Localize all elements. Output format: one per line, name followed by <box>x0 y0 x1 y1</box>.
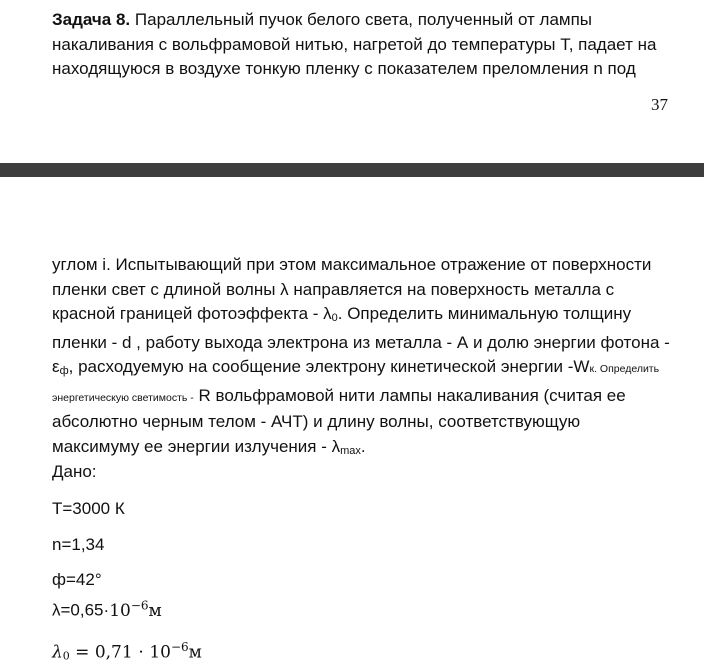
task-line: углом i. Испытывающий при этом максимальное отражение от поверхности <box>52 255 652 274</box>
given-temperature: T=3000 К <box>52 499 125 518</box>
task-line: εф, расходуемую на сообщение электрону кинетической энергии -Wк. Определить <box>52 357 660 377</box>
page-break-bar <box>0 163 704 177</box>
task-line: пленки свет с длиной волны λ направляется на поверхность металла с <box>52 279 615 299</box>
given-red-boundary: $\lambda 0 = 0,71 \cdot 10^{-6}м$ <box>52 640 202 663</box>
task-line: абсолютно черным телом - АЧТ) и длину волны, соответствующую <box>52 412 581 431</box>
task-line: красной границей фотоэффекта - λ0. Определить минимальную толщину <box>52 304 632 324</box>
task-line: находящуюся в воздухе тонкую пленку с показателем преломления n под <box>52 59 636 78</box>
task-line: энергетическую светимость - R вольфрамовой нити лампы накаливания (считая ее <box>52 385 626 405</box>
given-angle: ф=42° <box>52 570 102 589</box>
page-top <box>0 0 704 160</box>
task-body <box>52 253 670 463</box>
task-line: Задача 8. Параллельный пучок белого света, полученный от лампы <box>52 10 593 29</box>
task-line: пленки - d , работу выхода электрона из металла - А и долю энергии фотона - <box>52 332 670 352</box>
task-line: накаливания с вольфрамовой нитью, нагретой до температуры Т, падает на <box>52 34 657 54</box>
task-line: максимуму ее энергии излучения - λmax. <box>52 436 366 457</box>
given-title: Дано: <box>52 462 97 481</box>
given-wavelength: $\lambda=0,65\cdot 10^{-6}м$ <box>52 598 162 621</box>
task-heading: Задача 8. <box>52 10 131 29</box>
given-refractive-index: n=1,34 <box>52 535 105 554</box>
page-number: 37 <box>651 95 668 114</box>
task-intro <box>52 8 656 82</box>
